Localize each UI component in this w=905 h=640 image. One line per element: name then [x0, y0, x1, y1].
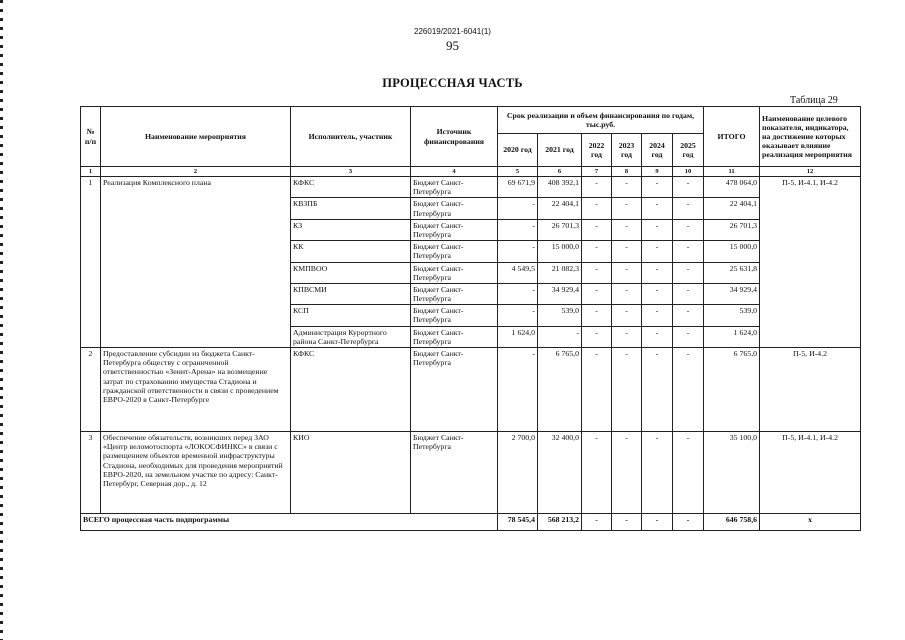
header-total: ИТОГО	[704, 107, 760, 167]
executor-cell: КК	[291, 241, 411, 262]
column-number-row	[81, 167, 861, 177]
amount-cell: 6 765,0	[538, 348, 582, 432]
amount-cell: -	[642, 432, 673, 514]
header-indicator: Наименование целевого показателя, индикатора, на достижение которых оказывает влияние реализация мероприятия	[760, 107, 861, 167]
amount-cell: -	[673, 241, 704, 262]
grand-total-amount: -	[582, 514, 612, 531]
amount-cell: -	[582, 326, 612, 347]
amount-cell: -	[498, 219, 538, 240]
item-name: Предоставление субсидии из бюджета Санкт-Петербурга обществу с ограниченной ответственностью «Зенит-Арена» на возмещение затрат по страхованию имущества Стадиона и гражданской ответственности в связи с проведением ЕВРО-2020 в Санкт-Петербурге	[101, 348, 291, 432]
total-cell: 1 624,0	[704, 326, 760, 347]
grand-total-label: ВСЕГО процессная часть подпрограммы	[81, 514, 498, 531]
amount-cell: -	[582, 241, 612, 262]
column-number: 5	[498, 167, 538, 177]
header-period: Срок реализации и объем финансирования по годам, тыс.руб.	[498, 107, 704, 134]
amount-cell: -	[582, 432, 612, 514]
amount-cell: -	[673, 283, 704, 304]
grand-total-amount: -	[673, 514, 704, 531]
table-row	[81, 177, 861, 198]
table-body	[81, 177, 861, 531]
column-number: 10	[673, 167, 704, 177]
column-number: 7	[582, 167, 612, 177]
total-cell: 25 631,8	[704, 262, 760, 283]
amount-cell: -	[673, 326, 704, 347]
header-year: 2020 год	[498, 134, 538, 167]
column-number: 4	[411, 167, 498, 177]
item-name: Обеспечение обязательств, возникших перед ЗАО «Центр веломотоспорта «ЛОКОСФИНКС» в связи с размещением объектов временной инфраструктуры Стадиона, необходимых для проведения мероприятий ЕВРО-2020, на земельном участке по адресу: Санкт-Петербург, Северная дор., д. 12	[101, 432, 291, 514]
item-number: 2	[81, 348, 101, 432]
executor-cell: Администрация Курортного района Санкт-Петербурга	[291, 326, 411, 347]
grand-total-amount: 568 213,2	[538, 514, 582, 531]
column-number: 12	[760, 167, 861, 177]
amount-cell: -	[612, 283, 642, 304]
scan-edge-mark	[0, 0, 3, 640]
source-cell: Бюджет Санкт-Петербурга	[411, 348, 498, 432]
amount-cell: 4 549,5	[498, 262, 538, 283]
amount-cell: -	[612, 305, 642, 326]
amount-cell: -	[582, 262, 612, 283]
amount-cell: 26 701,3	[538, 219, 582, 240]
amount-cell: -	[498, 283, 538, 304]
total-cell: 6 765,0	[704, 348, 760, 432]
amount-cell: -	[673, 305, 704, 326]
indicator-cell: П-5, И-4.1, И-4.2	[760, 432, 861, 514]
grand-total-row	[81, 514, 861, 531]
amount-cell: -	[673, 432, 704, 514]
header-num: № п/п	[81, 107, 101, 167]
amount-cell: -	[642, 219, 673, 240]
amount-cell: -	[612, 198, 642, 219]
amount-cell: -	[498, 305, 538, 326]
grand-total-indicator: х	[760, 514, 861, 531]
amount-cell: -	[612, 326, 642, 347]
amount-cell: -	[498, 348, 538, 432]
grand-total-sum: 646 758,6	[704, 514, 760, 531]
amount-cell: 15 000,0	[538, 241, 582, 262]
header-year: 2023 год	[612, 134, 642, 167]
amount-cell: -	[612, 219, 642, 240]
amount-cell: -	[642, 262, 673, 283]
amount-cell: -	[498, 241, 538, 262]
total-cell: 15 000,0	[704, 241, 760, 262]
amount-cell: -	[642, 348, 673, 432]
amount-cell: 34 929,4	[538, 283, 582, 304]
source-cell: Бюджет Санкт-Петербурга	[411, 262, 498, 283]
total-cell: 539,0	[704, 305, 760, 326]
grand-total-amount: -	[642, 514, 673, 531]
amount-cell: -	[673, 348, 704, 432]
item-name: Реализация Комплексного плана	[101, 177, 291, 348]
amount-cell: -	[582, 305, 612, 326]
column-number: 1	[81, 167, 101, 177]
source-cell: Бюджет Санкт-Петербурга	[411, 219, 498, 240]
amount-cell: -	[582, 219, 612, 240]
executor-cell: КФКС	[291, 348, 411, 432]
amount-cell: -	[673, 177, 704, 198]
source-cell: Бюджет Санкт-Петербурга	[411, 305, 498, 326]
executor-cell: КЗ	[291, 219, 411, 240]
column-number: 8	[612, 167, 642, 177]
grand-total-amount: -	[612, 514, 642, 531]
amount-cell: -	[642, 326, 673, 347]
executor-cell: КВЗПБ	[291, 198, 411, 219]
indicator-cell: П-5, И-4.1, И-4.2	[760, 177, 861, 348]
source-cell: Бюджет Санкт-Петербурга	[411, 198, 498, 219]
amount-cell: 21 082,3	[538, 262, 582, 283]
amount-cell: -	[642, 241, 673, 262]
header-year: 2025 год	[673, 134, 704, 167]
amount-cell: -	[582, 348, 612, 432]
header-year: 2022 год	[582, 134, 612, 167]
amount-cell: -	[642, 198, 673, 219]
amount-cell: 69 671,9	[498, 177, 538, 198]
item-number: 3	[81, 432, 101, 514]
column-number: 2	[101, 167, 291, 177]
total-cell: 22 404,1	[704, 198, 760, 219]
amount-cell: 2 700,0	[498, 432, 538, 514]
total-cell: 34 929,4	[704, 283, 760, 304]
amount-cell: -	[612, 348, 642, 432]
source-cell: Бюджет Санкт-Петербурга	[411, 432, 498, 514]
executor-cell: КПВСМИ	[291, 283, 411, 304]
amount-cell: -	[498, 198, 538, 219]
amount-cell: -	[642, 305, 673, 326]
column-number: 6	[538, 167, 582, 177]
source-cell: Бюджет Санкт-Петербурга	[411, 177, 498, 198]
amount-cell: -	[673, 198, 704, 219]
column-number: 11	[704, 167, 760, 177]
table-row	[81, 348, 861, 432]
amount-cell: -	[612, 241, 642, 262]
header-year: 2021 год	[538, 134, 582, 167]
financing-table	[80, 106, 861, 531]
section-heading: ПРОЦЕССНАЯ ЧАСТЬ	[382, 76, 523, 90]
amount-cell: -	[612, 177, 642, 198]
indicator-cell: П-5, И-4.2	[760, 348, 861, 432]
column-number: 9	[642, 167, 673, 177]
header-name: Наименование мероприятия	[101, 107, 291, 167]
header-year: 2024 год	[642, 134, 673, 167]
amount-cell: -	[642, 283, 673, 304]
amount-cell: -	[642, 177, 673, 198]
item-number: 1	[81, 177, 101, 348]
table-row	[81, 432, 861, 514]
total-cell: 26 701,3	[704, 219, 760, 240]
executor-cell: КИО	[291, 432, 411, 514]
amount-cell: -	[673, 219, 704, 240]
amount-cell: -	[582, 177, 612, 198]
amount-cell: -	[673, 262, 704, 283]
total-cell: 478 064,0	[704, 177, 760, 198]
amount-cell: 408 392,1	[538, 177, 582, 198]
page-number: 95	[446, 38, 459, 53]
column-number: 3	[291, 167, 411, 177]
amount-cell: 1 624,0	[498, 326, 538, 347]
header-row	[81, 107, 861, 134]
header-source: Источник финансирования	[411, 107, 498, 167]
executor-cell: КФКС	[291, 177, 411, 198]
source-cell: Бюджет Санкт-Петербурга	[411, 241, 498, 262]
amount-cell: -	[582, 283, 612, 304]
source-cell: Бюджет Санкт-Петербурга	[411, 326, 498, 347]
amount-cell: -	[582, 198, 612, 219]
amount-cell: -	[538, 326, 582, 347]
table-number: Таблица 29	[790, 95, 838, 106]
amount-cell: 32 400,0	[538, 432, 582, 514]
total-cell: 35 100,0	[704, 432, 760, 514]
document-id: 226019/2021-6041(1)	[414, 27, 491, 36]
executor-cell: КСП	[291, 305, 411, 326]
header-executor: Исполнитель, участник	[291, 107, 411, 167]
amount-cell: 22 404,1	[538, 198, 582, 219]
executor-cell: КМПВОО	[291, 262, 411, 283]
source-cell: Бюджет Санкт-Петербурга	[411, 283, 498, 304]
amount-cell: -	[612, 262, 642, 283]
amount-cell: -	[612, 432, 642, 514]
grand-total-amount: 78 545,4	[498, 514, 538, 531]
amount-cell: 539,0	[538, 305, 582, 326]
